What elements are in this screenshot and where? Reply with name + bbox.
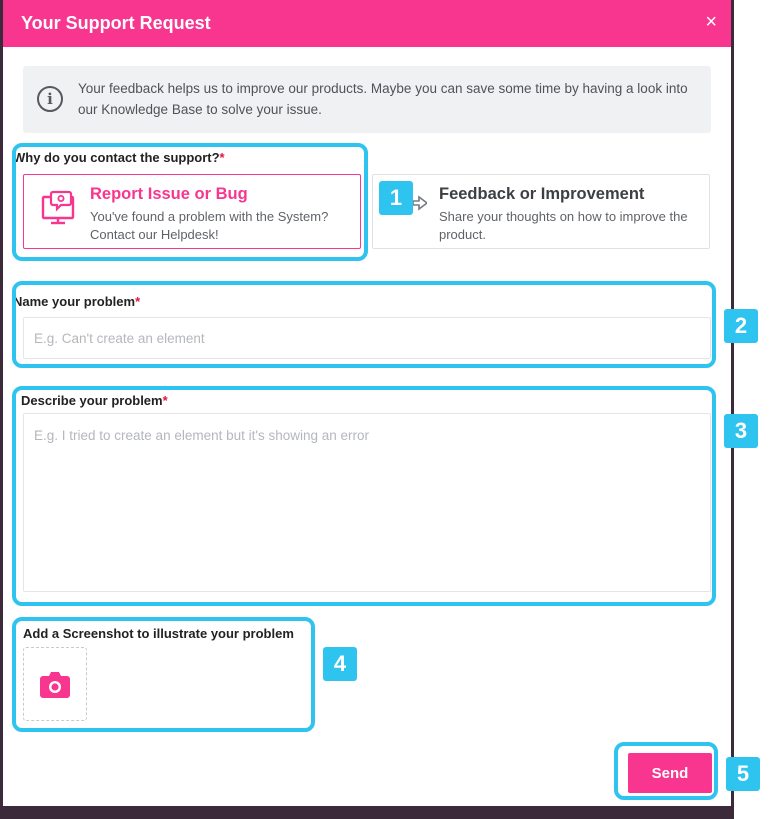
camera-icon bbox=[40, 671, 70, 699]
contact-reason-label bbox=[13, 150, 225, 165]
callout-badge: 3 bbox=[724, 414, 758, 448]
problem-description-textarea[interactable] bbox=[23, 413, 711, 592]
option-report-issue[interactable] bbox=[23, 174, 361, 249]
screenshot-label: Add a Screenshot to illustrate your problem bbox=[23, 626, 294, 641]
option-title: Report Issue or Bug bbox=[90, 185, 248, 203]
required-marker: * bbox=[135, 294, 141, 309]
describe-problem-label bbox=[21, 393, 168, 408]
contact-reason-label-text: Why do you contact the support? bbox=[13, 150, 220, 165]
info-text: Your feedback helps us to improve our products. Maybe you can save some time by having a look into our Knowledge Base to solve your issue. bbox=[78, 81, 688, 117]
close-icon[interactable]: × bbox=[705, 11, 717, 33]
info-icon: i bbox=[37, 86, 63, 112]
callout-badge: 4 bbox=[323, 647, 357, 681]
required-marker: * bbox=[219, 150, 225, 165]
option-description: You've found a problem with the System? Contact our Helpdesk! bbox=[90, 209, 329, 242]
info-banner bbox=[23, 66, 711, 133]
option-feedback[interactable] bbox=[372, 174, 710, 249]
option-title: Feedback or Improvement bbox=[439, 185, 645, 203]
send-button[interactable]: Send bbox=[628, 753, 712, 793]
name-problem-label-text: Name your problem bbox=[13, 294, 136, 309]
problem-name-input[interactable] bbox=[23, 317, 711, 359]
name-problem-label bbox=[13, 294, 140, 309]
describe-problem-label-text: Describe your problem bbox=[21, 393, 163, 408]
support-request-dialog bbox=[3, 0, 731, 806]
dialog-header bbox=[3, 0, 731, 47]
screenshot-upload[interactable] bbox=[23, 647, 87, 721]
chat-monitor-icon bbox=[38, 189, 78, 229]
callout-badge: 2 bbox=[724, 309, 758, 343]
callout-badge: 1 bbox=[379, 181, 413, 215]
page-backdrop bbox=[731, 0, 734, 819]
dialog-title: Your Support Request bbox=[21, 13, 211, 33]
callout-badge: 5 bbox=[726, 757, 760, 791]
option-description: Share your thoughts on how to improve the product. bbox=[439, 209, 688, 242]
required-marker: * bbox=[162, 393, 168, 408]
page-backdrop bbox=[0, 806, 734, 819]
